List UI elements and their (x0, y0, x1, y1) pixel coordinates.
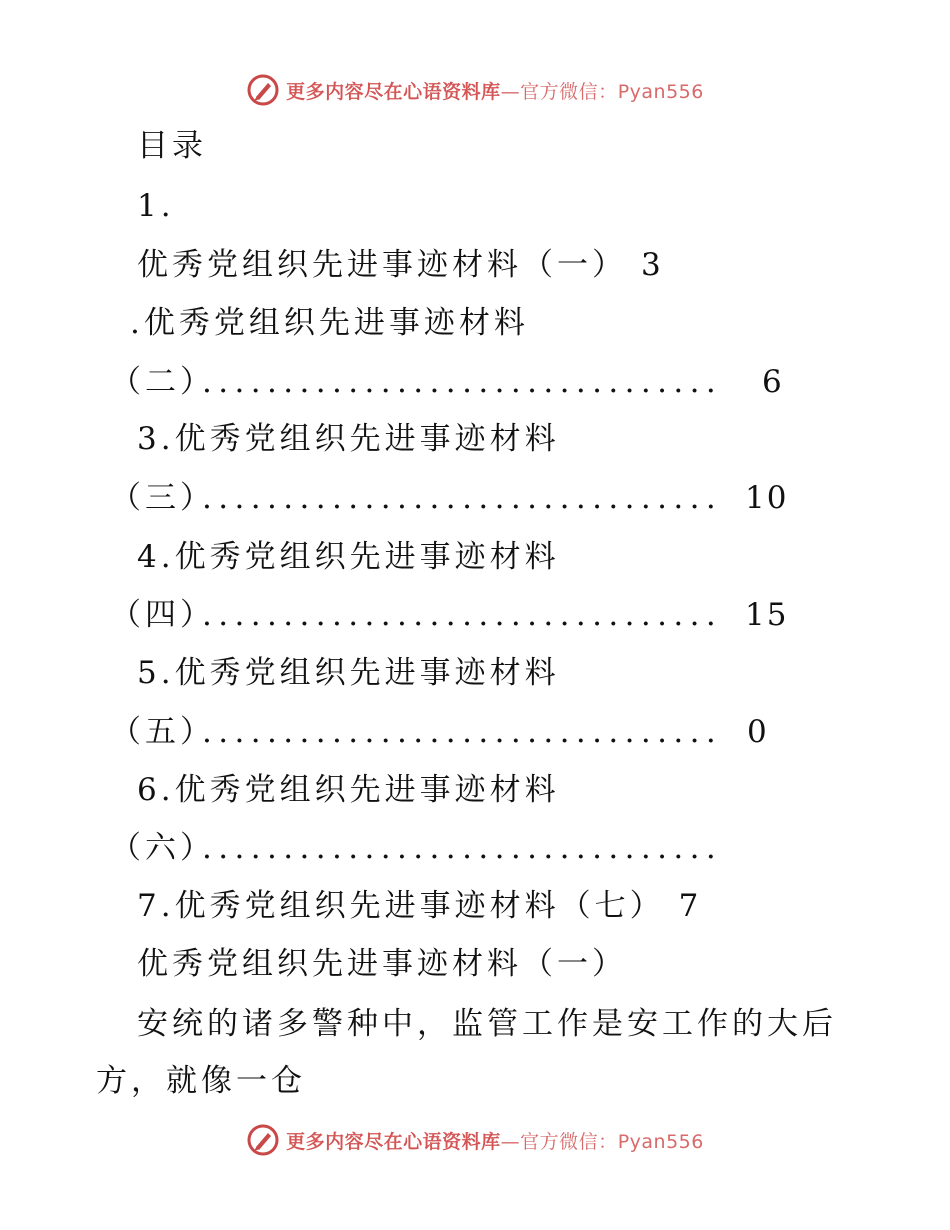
toc-item4-text: 4.优秀党组织先进事迹材料 (137, 539, 560, 575)
toc-item2-text: .优秀党组织先进事迹材料 (130, 305, 529, 341)
watermark-brand: 更多内容尽在心语资料库 (286, 1130, 501, 1153)
toc-item4-suffix: （四） (110, 597, 215, 633)
pen-logo-icon (246, 1123, 280, 1157)
watermark-brand: 更多内容尽在心语资料库 (286, 80, 501, 103)
toc-item5-suffix: （五） (110, 714, 215, 750)
paragraph-line-2: 方，就像一仓 (96, 1063, 306, 1099)
header-watermark (0, 70, 950, 110)
toc-item1-number: 1. (137, 188, 175, 224)
watermark-separator: — (500, 80, 521, 103)
toc-item3-leader: ................................ (202, 480, 723, 516)
section-title: 优秀党组织先进事迹材料（一） (137, 946, 627, 982)
paragraph-line-1: 安统的诸多警种中，监管工作是安工作的大后 (137, 1006, 837, 1042)
toc-item1-page: 3 (641, 247, 665, 283)
toc-item2-leader: ................................ (202, 364, 723, 400)
toc-item5-text: 5.优秀党组织先进事迹材料 (137, 655, 560, 691)
toc-item2-page: 6 (762, 364, 784, 400)
watermark-official: 官方微信： (520, 1130, 618, 1153)
toc-item5-leader: ................................ (202, 714, 723, 750)
toc-item1-text: 优秀党组织先进事迹材料（一） (137, 247, 627, 283)
toc-item7 (137, 886, 702, 926)
watermark-official: 官方微信： (520, 80, 618, 103)
toc-item6-leader: ................................ (202, 830, 723, 866)
watermark-text (286, 77, 704, 104)
watermark-wechat-id: Pyan556 (617, 1130, 704, 1153)
toc-item3-page: 10 (745, 480, 789, 516)
toc-item6-suffix: （六） (110, 830, 215, 866)
pen-logo-icon (246, 73, 280, 107)
toc-item6-text: 6.优秀党组织先进事迹材料 (137, 772, 560, 808)
toc-item4-leader: ................................ (202, 597, 723, 633)
toc-item3-text: 3.优秀党组织先进事迹材料 (137, 421, 560, 457)
toc-heading: 目录 (137, 128, 207, 164)
watermark-text (286, 1127, 704, 1154)
watermark-separator: — (500, 1130, 521, 1153)
footer-watermark (0, 1120, 950, 1160)
toc-item2-suffix: （二） (110, 364, 215, 400)
toc-item3-suffix: （三） (110, 480, 215, 516)
watermark-wechat-id: Pyan556 (617, 80, 704, 103)
toc-item1 (137, 245, 665, 285)
toc-item7-text: 7.优秀党组织先进事迹材料（七） (137, 888, 665, 924)
toc-item5-page: 0 (747, 714, 769, 750)
toc-item4-page: 15 (745, 597, 789, 633)
toc-item7-page: 7 (678, 888, 703, 924)
